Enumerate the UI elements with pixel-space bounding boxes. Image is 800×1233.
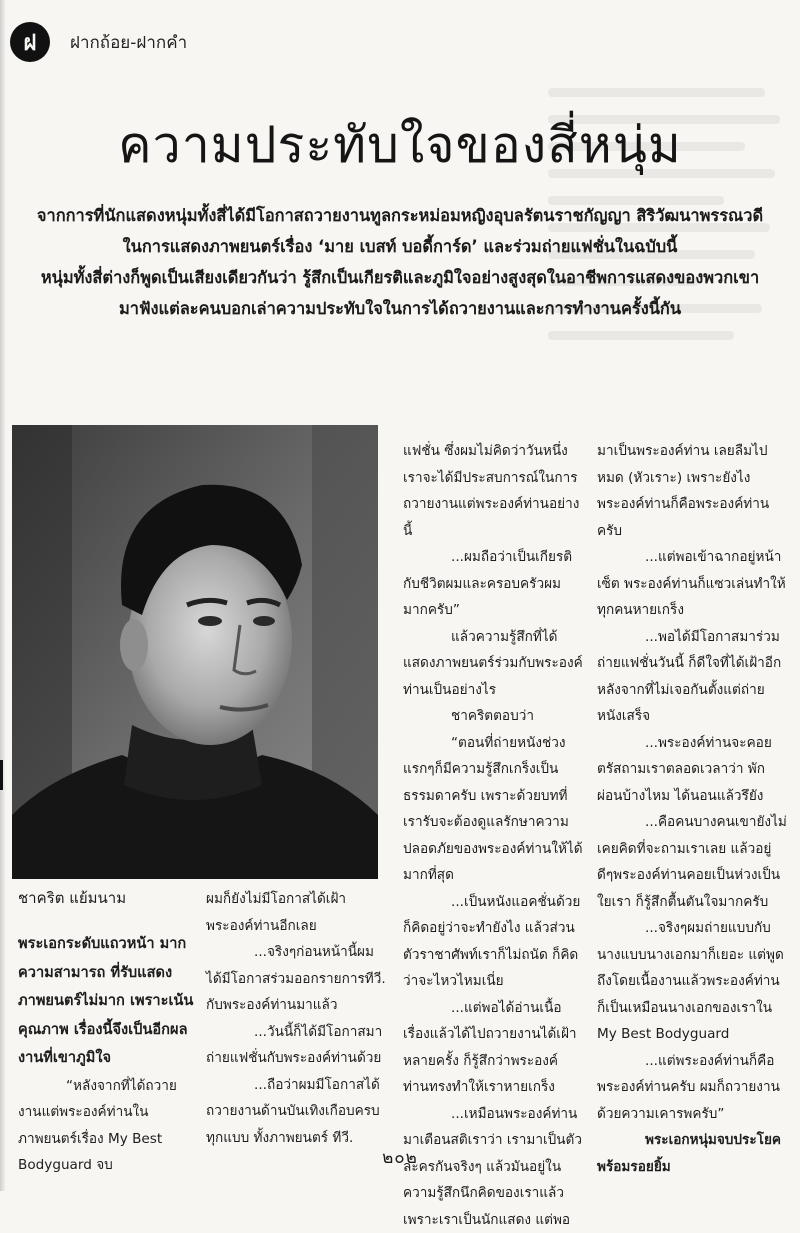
page-edge-mark	[0, 760, 3, 790]
body-paragraph: ...แต่พอได้อ่านเนื้อเรื่องแล้วได้ไปถวายงานได้เฝ้าหลายครั้ง ก็รู้สึกว่าพระองค์ท่านทรงทำให้เราหายเกร็ง	[403, 995, 583, 1101]
closing-line: พระเอกหนุ่มจบประโยคพร้อมรอยยิ้ม	[597, 1127, 787, 1180]
lede-line: มาฟังแต่ละคนบอกเล่าความประทับใจในการได้ถวายงานและการทำงานครั้งนี้กัน	[10, 293, 790, 324]
body-paragraph: ...ถือว่าผมมีโอกาสได้ถวายงานด้านบันเทิงเกือบครบทุกแบบ ทั้งภาพยนตร์ ทีวี.	[206, 1072, 386, 1152]
body-paragraph: ...พระองค์ท่านจะคอยตรัสถามเราตลอดเวลาว่า พักผ่อนบ้างไหม ได้นอนแล้วรึยัง	[597, 730, 787, 810]
article-column-1	[18, 930, 196, 1179]
body-paragraph: ...เหมือนพระองค์ท่านมาเตือนสติเราว่า เรามาเป็นตัวละครกันจริงๆ แล้วมันอยู่ในความรู้สึกนึกคิดของเราแล้ว เพราะเราเป็นนักแสดง แต่พอ	[403, 1101, 583, 1233]
body-paragraph: ...แต่พระองค์ท่านก็คือพระองค์ท่านครับ ผมก็ถวายงานด้วยความเคารพครับ”	[597, 1048, 787, 1128]
lede-line: จากการที่นักแสดงหนุ่มทั้งสี่ได้มีโอกาสถวายงานทูลกระหม่อมหญิงอุบลรัตนราชกัญญา สิริวัฒนาพรรณวดี	[10, 200, 790, 231]
portrait-photo-illustration	[12, 425, 378, 879]
photo-caption-name: ชาคริต แย้มนาม	[18, 886, 126, 910]
body-paragraph: ...วันนี้ก็ได้มีโอกาสมาถ่ายแฟชั่นกับพระองค์ท่านด้วย	[206, 1019, 386, 1072]
body-paragraph: แล้วความรู้สึกที่ได้แสดงภาพยนตร์ร่วมกับพระองค์ท่านเป็นอย่างไร	[403, 624, 583, 704]
page-number: ๒๐๒	[0, 1144, 800, 1171]
section-badge: ฝ	[10, 22, 50, 62]
article-lede	[10, 200, 790, 324]
article-headline: ความประทับใจของสี่หนุ่ม	[0, 106, 800, 185]
lede-line: หนุ่มทั้งสี่ต่างก็พูดเป็นเสียงเดียวกันว่า รู้สึกเป็นเกียรติและภูมิใจอย่างสูงสุดในอาชีพการแสดงของพวกเขา	[10, 262, 790, 293]
body-paragraph: ...แต่พอเข้าฉากอยู่หน้าเซ็ต พระองค์ท่านก็แซวเล่นทำให้ทุกคนหายเกร็ง	[597, 544, 787, 624]
body-paragraph: ...พอได้มีโอกาสมาร่วมถ่ายแฟชั่นวันนี้ ก็ดีใจที่ได้เฝ้าอีก หลังจากที่ไม่เจอกันตั้งแต่ถ่ายหนังเสร็จ	[597, 624, 787, 730]
body-paragraph: ...ผมถือว่าเป็นเกียรติกับชีวิตผมและครอบครัวผมมากครับ”	[403, 544, 583, 624]
body-paragraph: ...จริงๆผมถ่ายแบบกับนางแบบนางเอกมาก็เยอะ แต่พูดถึงโดยเนื้องานแล้วพระองค์ท่านก็เป็นเหมือนนางเอกของเราใน My Best Bodyguard	[597, 915, 787, 1048]
body-paragraph: มาเป็นพระองค์ท่าน เลยลืมไปหมด (หัวเราะ) เพราะยังไงพระองค์ท่านก็คือพระองค์ท่านครับ	[597, 438, 787, 544]
article-column-2	[206, 886, 386, 1151]
article-column-3	[403, 438, 583, 1233]
body-paragraph: ชาคริตตอบว่า	[403, 703, 583, 730]
body-paragraph: ผมก็ยังไม่มีโอกาสได้เฝ้าพระองค์ท่านอีกเลย	[206, 886, 386, 939]
body-paragraph: แฟชั่น ซึ่งผมไม่คิดว่าวันหนึ่งเราจะได้มีประสบการณ์ในการถวายงานแต่พระองค์ท่านอย่างนี้	[403, 438, 583, 544]
body-paragraph: “ตอนที่ถ่ายหนังช่วงแรกๆก็มีความรู้สึกเกร็งเป็นธรรมดาครับ เพราะด้วยบทที่เรารับจะต้องดูแลรักษาความปลอดภัยของพระองค์ท่านให้ได้มากที่สุด	[403, 730, 583, 889]
body-paragraph: ...เป็นหนังแอคชั่นด้วยก็คิดอยู่ว่าจะทำยังไง แล้วส่วนตัวราชาศัพท์เราก็ไม่ถนัด ก็คิดว่าจะไหวไหมเนี่ย	[403, 889, 583, 995]
portrait-photo	[12, 425, 378, 879]
article-column-4	[597, 438, 787, 1180]
intro-paragraph: พระเอกระดับแถวหน้า มากความสามารถ ที่รับแสดงภาพยนตร์ไม่มาก เพราะเน้นคุณภาพ เรื่องนี้จึงเป็นอีกผลงานที่เขาภูมิใจ	[18, 930, 196, 1073]
body-paragraph: ...จริงๆก่อนหน้านี้ผมได้มีโอกาสร่วมออกรายการทีวี. กับพระองค์ท่านมาแล้ว	[206, 939, 386, 1019]
body-paragraph: “หลังจากที่ได้ถวายงานแต่พระองค์ท่านในภาพยนตร์เรื่อง My Best Bodyguard จบ	[18, 1073, 196, 1179]
lede-line: ในการแสดงภาพยนตร์เรื่อง ‘มาย เบสท์ บอดี้การ์ด’ และร่วมถ่ายแฟชั่นในฉบับนี้	[10, 231, 790, 262]
body-paragraph: ...คือคนบางคนเขายังไม่เคยคิดที่จะถามเราเลย แล้วอยู่ดีๆพระองค์ท่านคอยเป็นห่วงเป็นใยเรา ก็รู้สึกตื้นตันใจมากครับ	[597, 809, 787, 915]
section-title: ฝากถ้อย-ฝากคำ	[70, 29, 187, 56]
